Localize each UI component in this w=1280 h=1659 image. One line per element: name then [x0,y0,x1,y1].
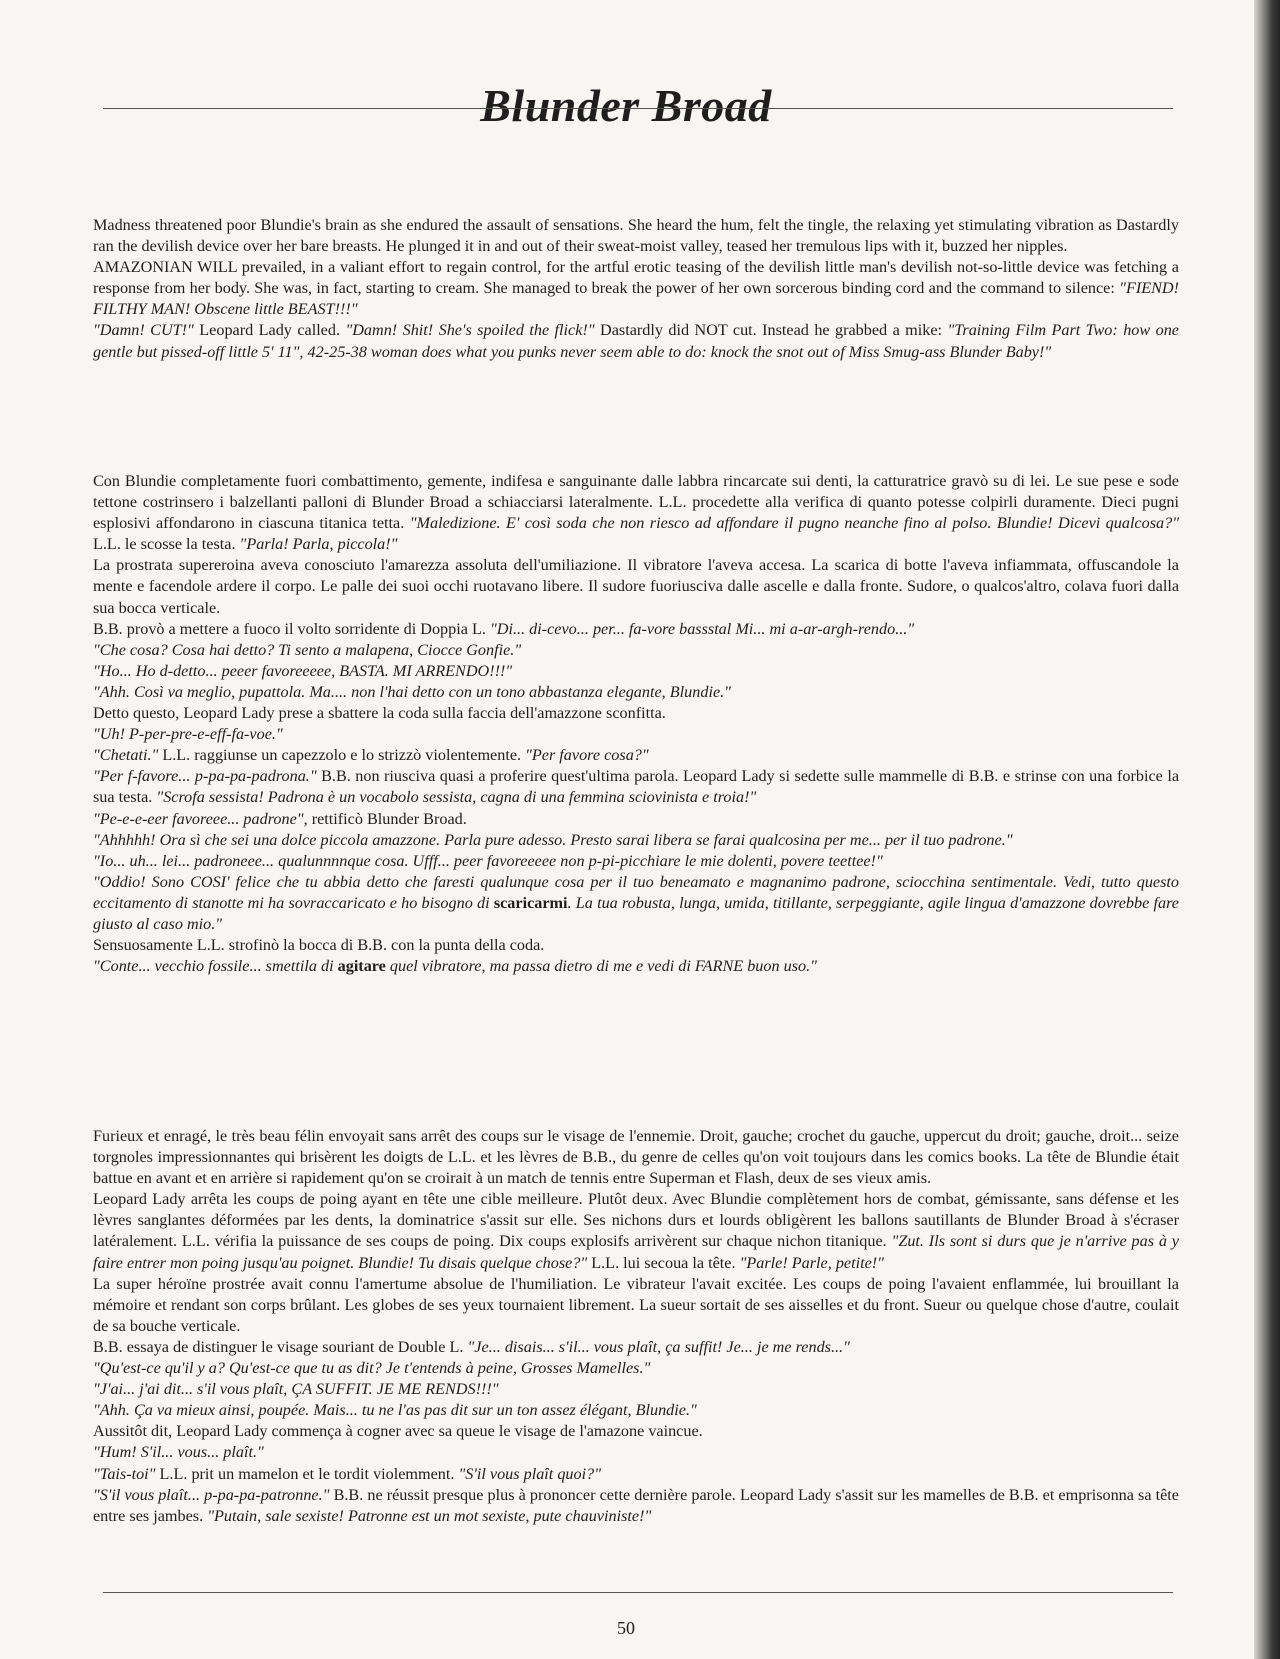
text-run: "FIEND! FILTHY MAN! Obscene little BEAST!!!" [93,279,1179,319]
paragraph [93,872,1179,935]
footer-rule [103,1592,1173,1593]
text-run: Sensuosamente L.L. strofinò la bocca di B.B. con la punta della coda. [93,936,545,955]
text-run: "Je... disais... s'il... vous plaît, ça suffit! Je... je me rends..." [467,1337,850,1356]
text-run: "Tais-toi" [93,1464,156,1483]
text-run: "Uh! P-per-pre-e-eff-fa-voe." [93,725,283,744]
paragraph [93,956,1179,977]
text-run: "Putain, sale sexiste! Patronne est un mot sexiste, pute chauviniste!" [207,1506,652,1525]
paragraph [93,745,1179,766]
text-run: "Per f-favore... p-pa-pa-padrona." [93,767,317,786]
paragraph [93,724,1179,745]
paragraph [93,555,1179,618]
paragraph [93,1337,1179,1358]
text-run: "Di... di-cevo... per... fa-vore bassstal Mi... mi a-ar-argh-rendo..." [489,619,915,638]
paragraph [93,257,1179,320]
page-edge-shadow [1254,0,1280,1659]
paragraph [93,1189,1179,1273]
text-run: B.B. non riusciva quasi a proferire quest'ultima parola. Leopard Lady si sedette sulle mammelle di B.B. e strinse con una forbice la sua testa. [93,767,1180,807]
text-run: La super héroïne prostrée avait connu l'amertume absolue de l'humiliation. Le vibrateur l'avait excitée. Les coups de poing l'avaient enflammée, lui brouillant la mémoire et rendant son corps brûlant. Les globes de ses yeux tournaient librement. La sueur sortait de ses aisselles et du front. Sueur ou quelque chose d'autre, coulait de sa bouche verticale. [93,1274,1179,1335]
text-run: "J'ai... j'ai dit... s'il vous plaît, ÇA SUFFIT. JE ME RENDS!!!" [93,1380,499,1399]
text-run: "Per favore cosa?" [525,746,649,765]
text-run: "Damn! Shit! She's spoiled the flick!" [345,321,595,340]
paragraph [93,1400,1179,1421]
text-run: "Ho... Ho d-detto... peeer favoreeeee, BASTA. MI ARRENDO!!!" [93,661,513,680]
text-run: "Che cosa? Cosa hai detto? Ti sento a malapena, Ciocce Gonfie." [93,640,522,659]
text-run: "S'il vous plaît quoi?" [458,1464,602,1483]
paragraph [93,830,1179,851]
text-run: B.B. ne réussit presque plus à prononcer cette dernière parole. Leopard Lady s'assit sur les mamelles de B.B. et emprisonna sa tête entre ses jambes. [93,1485,1179,1525]
text-run: "Parle! Parle, petite!" [739,1253,884,1272]
paragraph [93,682,1179,703]
page-title: Blunder Broad [480,79,772,131]
paragraph [93,1379,1179,1400]
text-run: "Maledizione. E' così soda che non riesco ad affondare il pugno neanche fino al polso. Blundie! Dicevi qualcosa?" [409,514,1180,533]
section-italian [93,471,1179,977]
header-rule [103,108,1173,109]
text-run: . La tua robusta, lunga, umida, titillante, serpeggiante, agile lingua d'amazzone dovrebbe fare giusto al caso mio." [93,893,1179,933]
text-run: "Damn! CUT!" [93,321,194,340]
text-run: "Hum! S'il... vous... plaît." [93,1443,264,1462]
text-run: "Conte... vecchio fossile... smettila di [93,957,338,976]
text-run: "Ahh. Ça va mieux ainsi, poupée. Mais... tu ne l'as pas dit sur un ton assez élégant, Blundie." [93,1401,697,1420]
paragraph [93,1485,1179,1527]
text-run: "Parla! Parla, piccola!" [239,535,398,554]
text-run: quel vibratore, ma passa dietro di me e vedi di FARNE buon uso." [385,957,817,976]
page-number: 50 [617,1618,635,1638]
paragraph [93,1274,1179,1337]
text-run: "Ahh. Così va meglio, pupattola. Ma.... non l'hai detto con un tono abbastanza elegante, Blundie." [93,682,731,701]
text-run: Dastardly did NOT cut. Instead he grabbed a mike: [594,321,948,340]
paragraph [93,935,1179,956]
text-run: "Oddio! Sono COSI' felice che tu abbia detto che faresti qualunque cosa per il tuo beneamato e magnanimo padrone, sciocchina sentimentale. Vedi, tutto questo eccitamento di stanotte mi ha sovraccaricato e ho bisogno di [93,872,1179,912]
text-run: L.L. prit un mamelon et le tordit violemment. [155,1464,459,1483]
text-run: "Chetati." [93,746,159,765]
paragraph [93,1421,1179,1442]
text-run: "Ahhhhh! Ora sì che sei una dolce piccola amazzone. Parla pure adesso. Presto sarai libera se farai qualcosina per me... per il tuo padrone." [93,830,1013,849]
paragraph [93,1126,1179,1189]
section-english [93,215,1179,363]
paragraph [93,661,1179,682]
text-run: Detto questo, Leopard Lady prese a sbattere la coda sulla faccia dell'amazzone sconfitta. [93,704,666,723]
paragraph [93,1442,1179,1463]
text-run: Con Blundie completamente fuori combattimento, gemente, indifesa e sanguinante dalle labbra rincarcate sui denti, la catturatrice gravò su di lei. Le sue pese e sode tettone costrinsero i balzellanti palloni di Blunder Broad a schiacciarsi lateralmente. L.L. procedette alla verifica di quanto potesse colpirli duramente. Dieci pugni esplosivi affondarono in ciascuna titanica tetta. [93,472,1179,533]
text-run: B.B. essaya de distinguer le visage souriant de Double L. [93,1337,468,1356]
text-run: "Scrofa sessista! Padrona è un vocabolo sessista, cagna di una femmina sciovinista e troia!" [156,788,757,807]
text-run: L.L. raggiunse un capezzolo e lo strizzò violentemente. [158,746,526,765]
text-run: "Zut. Ils sont si durs que je n'arrive pas à y faire entrer mon poing jusqu'au poignet. Blundie! Tu disais quelque chose?" [93,1232,1179,1272]
text-run: , rettificò Blunder Broad. [303,809,467,828]
paragraph [93,215,1179,257]
paragraph [93,766,1179,808]
paragraph [93,619,1179,640]
paragraph [93,1358,1179,1379]
text-run: "Training Film Part Two: how one gentle but pissed-off little 5' 11", 42-25-38 woman does what you punks never seem able to do: knock the snot out of Miss Smug-ass Blunder Baby!" [93,321,1179,361]
text-run: L.L. lui secoua la tête. [587,1253,740,1272]
paragraph [93,851,1179,872]
text-run: Leopard Lady called. [193,321,346,340]
text-run: Aussitôt dit, Leopard Lady commença à cogner avec sa queue le visage de l'amazone vaincue. [93,1422,703,1441]
text-run: scaricarmi [493,893,568,912]
text-run: "Io... uh... lei... padroneee... qualunnnnque cosa. Ufff... peer favoreeeee non p-pi-picchiare le mie dolenti, povere teettee!" [93,851,883,870]
text-run: AMAZONIAN WILL prevailed, in a valiant effort to regain control, for the artful erotic teasing of the devilish little man's devilish not-so-little device was fetching a response from her body. She was, in fact, starting to cream. She managed to break the power of her own sorcerous binding cord and the command to silence: [93,258,1179,298]
text-run: Leopard Lady arrêta les coups de poing ayant en tête une cible meilleure. Plutôt deux. Avec Blundie complètement hors de combat, gémissante, sans défense et les lèvres sanglantes déformées par les dents, la dominatrice s'assit sur elle. Ses nichons durs et lourds obligèrent les ballons sautillants de Blunder Broad à s'écraser latéralement. L.L. vérifia la puissance de ses coups de poing. Dix coups explosifs arrivèrent sur chaque nichon titanique. [93,1190,1179,1251]
paragraph [93,320,1179,362]
paragraph [93,1464,1179,1485]
text-run: La prostrata supereroina aveva conosciuto l'amarezza assoluta dell'umiliazione. Il vibratore l'aveva accesa. La scarica di botte l'aveva infiammata, offuscandole la mente e facendole ardere il corpo. Le palle dei suoi occhi ruotavano libere. Il sudore fuoriusciva dalle ascelle e dalla fronte. Sudore, o qualcos'altro, colava fuori dalla sua bocca verticale. [93,556,1179,617]
section-french [93,1126,1179,1527]
paragraph [93,703,1179,724]
text-run: "S'il vous plaît... p-pa-pa-patronne." [93,1485,330,1504]
text-run: "Pe-e-e-eer favoreee... padrone" [93,809,304,828]
text-run: agitare [337,957,386,976]
text-run: L.L. le scosse la testa. [93,535,240,554]
paragraph [93,809,1179,830]
text-run: Madness threatened poor Blundie's brain as she endured the assault of sensations. She heard the hum, felt the tingle, the relaxing yet stimulating vibration as Dastardly ran the devilish device over her bare breasts. He plunged it in and out of their sweat-moist valley, teased her tremulous lips with it, buzzed her nipples. [93,216,1179,256]
text-run: Furieux et enragé, le très beau félin envoyait sans arrêt des coups sur le visage de l'ennemie. Droit, gauche; crochet du gauche, uppercut du droit; gauche, droit... seize torgnoles impressionnantes qui brisèrent les doigts de L.L. et les lèvres de B.B., du genre de celles qu'on voit toujours dans les comics books. La tête de Blundie était battue en avant et en arrière si rapidement qu'on se croirait à un match de tennis entre Superman et Flash, deux de ses vieux amis. [93,1127,1179,1188]
paragraph [93,471,1179,555]
text-run: B.B. provò a mettere a fuoco il volto sorridente di Doppia L. [93,619,490,638]
paragraph [93,640,1179,661]
text-run: "Qu'est-ce qu'il y a? Qu'est-ce que tu as dit? Je t'entends à peine, Grosses Mamelles." [93,1359,651,1378]
